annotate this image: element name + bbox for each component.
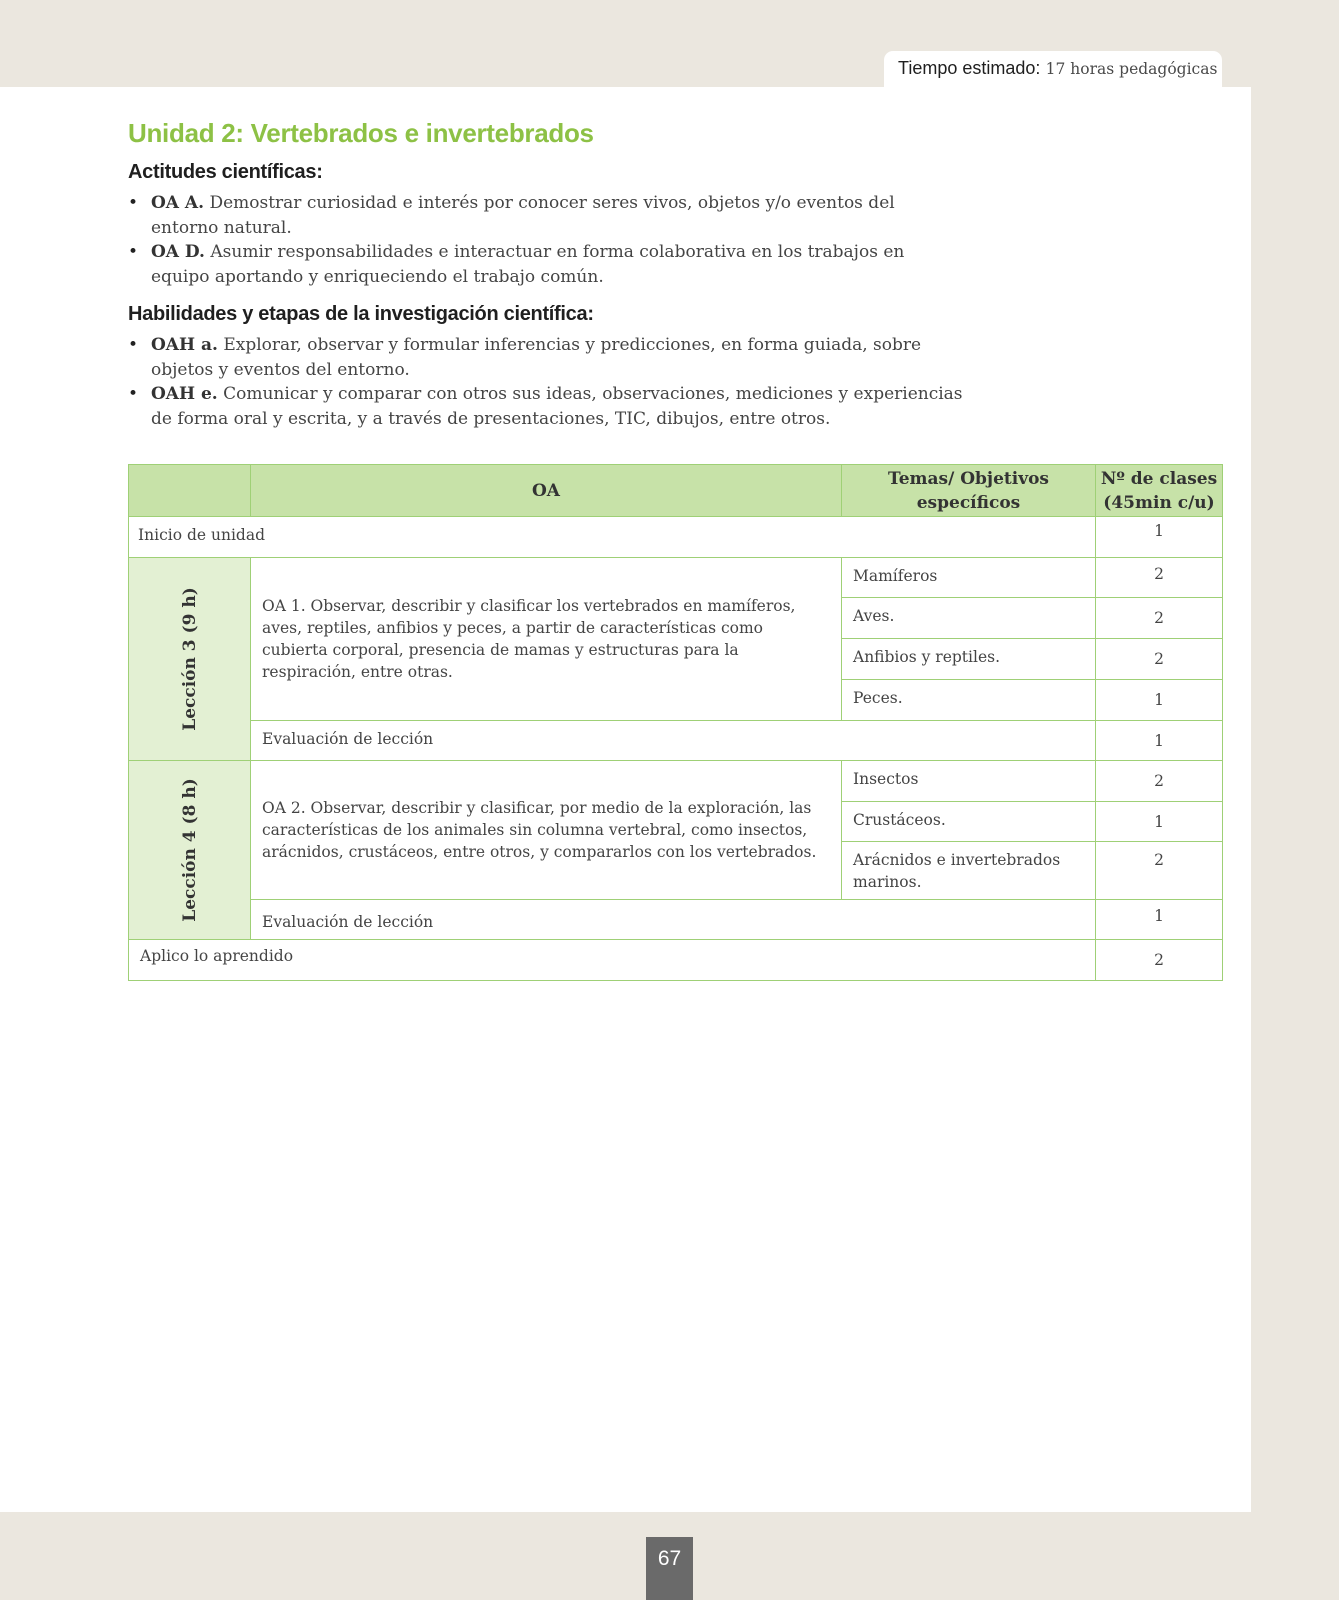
skills-title: Habilidades y etapas de la investigación científica: [128,303,594,325]
lesson-4-evaluation-classes: 1 [1096,900,1223,940]
topic-cell: Anfibios y reptiles. [842,639,1096,680]
topic-classes: 2 [1096,639,1223,680]
topic-cell: Mamíferos [842,558,1096,598]
header-classes: Nº de clases (45min c/u) [1096,465,1223,517]
topic-classes: 2 [1096,761,1223,802]
lesson-4-label: Lección 4 (8 h) [179,778,200,922]
objective-text: Explorar, observar y formular inferencias y predicciones, en forma guiada, sobre objetos y eventos del entorno. [151,335,922,380]
lesson-4-oa: OA 2. Observar, describir y clasificar, por medio de la exploración, las características de los animales sin columna vertebral, como insectos, arácnidos, crustáceos, entre otros, y compararlos con los vertebrados. [251,761,842,900]
header-oa: OA [251,465,842,517]
lesson-3-oa: OA 1. Observar, describir y clasificar los vertebrados en mamíferos, aves, reptiles, anfibios y peces, a partir de características como cubierta corporal, presencia de mamas y estructuras para la respiración, entre otras. [251,558,842,721]
objective-text: Demostrar curiosidad e interés por conocer seres vivos, objetos y/o eventos del entorno natural. [151,193,895,238]
lesson-3-cell [129,558,251,761]
attitudes-list [128,191,958,289]
topic-cell: Crustáceos. [842,802,1096,842]
table-row [129,517,1223,558]
topic-classes: 1 [1096,680,1223,721]
list-item [128,382,978,431]
start-unit-classes: 1 [1096,517,1223,558]
lesson-3-evaluation: Evaluación de lección [251,721,1096,761]
objective-code: OAH e. [151,384,218,404]
lesson-4-cell [129,761,251,940]
table-row [129,900,1223,940]
objective-code: OA A. [151,193,205,213]
unit-title: Unidad 2: Vertebrados e invertebrados [128,118,594,148]
topic-classes: 2 [1096,598,1223,639]
lesson-4-evaluation: Evaluación de lección [251,900,1096,940]
main-content [128,115,1228,431]
objective-code: OA D. [151,242,205,262]
table-row [129,558,1223,598]
estimated-time-label: Tiempo estimado: [898,58,1041,78]
topic-cell: Aves. [842,598,1096,639]
estimated-time-tab [884,51,1222,87]
apply-learned-classes: 2 [1096,940,1223,981]
topic-classes: 2 [1096,842,1223,900]
start-unit-label: Inicio de unidad [129,517,1096,558]
objective-code: OAH a. [151,335,218,355]
header-empty-cell [129,465,251,517]
objective-text: Asumir responsabilidades e interactuar en forma colaborativa en los trabajos en equipo aportando y enriqueciendo el trabajo común. [151,242,905,287]
list-item [128,191,958,240]
list-item [128,333,978,382]
table-header-row [129,465,1223,517]
header-topics: Temas/ Objetivos específicos [842,465,1096,517]
page-number: 67 [646,1537,693,1600]
table-row [129,721,1223,761]
lesson-3-evaluation-classes: 1 [1096,721,1223,761]
lesson-3-label: Lección 3 (9 h) [179,587,200,731]
table-row [129,761,1223,802]
topic-cell: Arácnidos e invertebrados marinos. [842,842,1096,900]
skills-list [128,333,978,431]
planning-table [128,464,1223,981]
apply-learned-label: Aplico lo aprendido [129,940,1096,981]
table-row [129,940,1223,981]
topic-cell: Insectos [842,761,1096,802]
topic-classes: 1 [1096,802,1223,842]
list-item [128,240,958,289]
objective-text: Comunicar y comparar con otros sus ideas, observaciones, mediciones y experiencias de forma oral y escrita, y a través de presentaciones, TIC, dibujos, entre otros. [151,384,963,429]
topic-classes: 2 [1096,558,1223,598]
estimated-time-value: 17 horas pedagógicas [1045,60,1218,78]
attitudes-title: Actitudes científicas: [128,161,323,183]
topic-cell: Peces. [842,680,1096,721]
